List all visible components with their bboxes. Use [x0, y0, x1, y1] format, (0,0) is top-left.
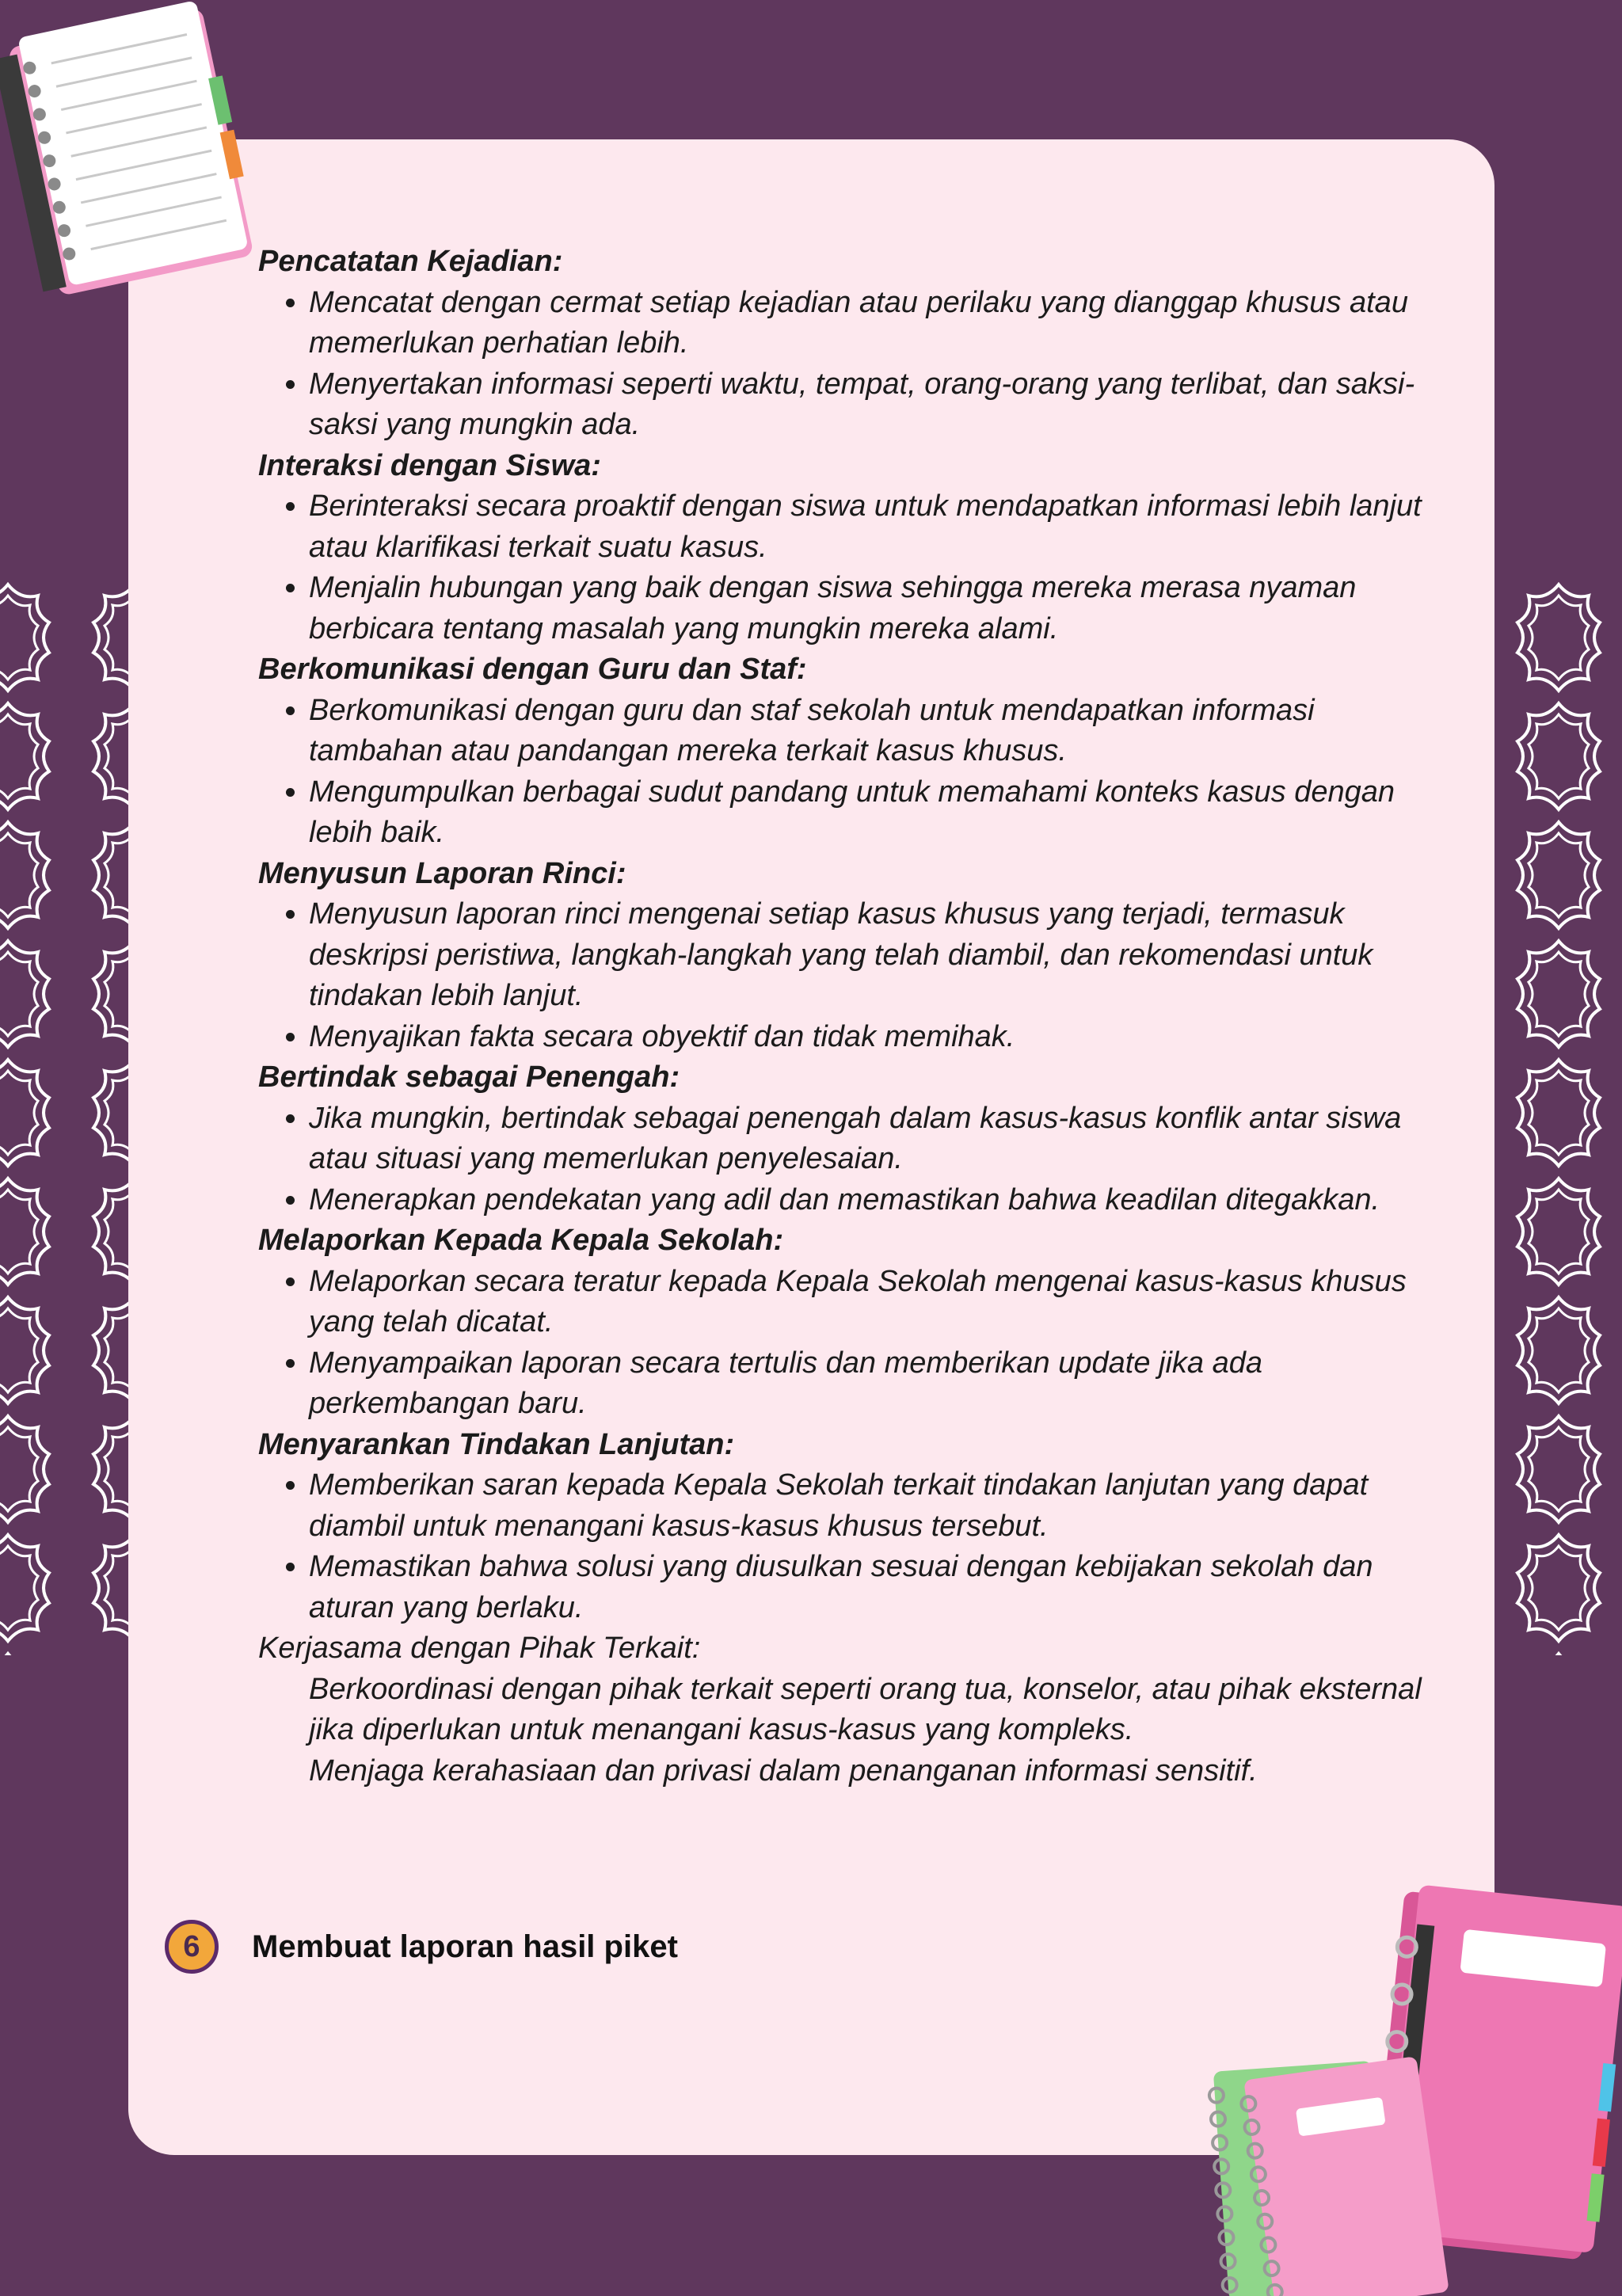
section-heading: Menyarankan Tindakan Lanjutan:	[258, 1427, 735, 1461]
content-body	[258, 242, 1446, 1791]
list-item: • Menyertakan informasi seperti waktu, tempat, orang-orang yang terlibat, dan saksi-saksi yang mungkin ada.	[309, 364, 1446, 446]
section-list	[258, 1465, 1446, 1628]
list-item: • Menyusun laporan rinci mengenai setiap kasus khusus yang terjadi, termasuk deskripsi peristiwa, langkah-langkah yang telah diambil, dan rekomendasi untuk tindakan lebih lanjut.	[309, 894, 1446, 1017]
lace-pattern-left	[0, 578, 135, 1655]
list-item: • Menyampaikan laporan secara tertulis dan memberikan update jika ada perkembangan baru.	[309, 1343, 1446, 1425]
list-item: • Menyajikan fakta secara obyektif dan tidak memihak.	[309, 1017, 1446, 1058]
section-heading: Berkomunikasi dengan Guru dan Staf:	[258, 653, 807, 686]
section-list	[258, 283, 1446, 446]
notebook-stack-icon	[1188, 1885, 1622, 2296]
section-heading: Pencatatan Kejadian:	[258, 245, 563, 278]
step-label: Membuat laporan hasil piket	[252, 1929, 678, 1964]
section-heading: Interaksi dengan Siswa:	[258, 448, 601, 482]
list-item: • Menerapkan pendekatan yang adil dan memastikan bahwa keadilan ditegakkan.	[309, 1180, 1446, 1221]
list-item: • Menjalin hubungan yang baik dengan siswa sehingga mereka merasa nyaman berbicara tentang masalah yang mungkin mereka alami.	[309, 568, 1446, 649]
list-item: • Berinteraksi secara proaktif dengan siswa untuk mendapatkan informasi lebih lanjut atau klarifikasi terkait suatu kasus.	[309, 486, 1446, 568]
lace-pattern-right	[1495, 578, 1622, 1655]
list-item: Berkoordinasi dengan pihak terkait seperti orang tua, konselor, atau pihak eksternal jika diperlukan untuk menangani kasus-kasus yang kompleks.	[309, 1672, 1422, 1746]
list-item: • Berkomunikasi dengan guru dan staf sekolah untuk mendapatkan informasi tambahan atau pandangan mereka terkait kasus khusus.	[309, 691, 1446, 772]
list-item: • Jika mungkin, bertindak sebagai penengah dalam kasus-kasus konflik antar siswa atau situasi yang memerlukan penyelesaian.	[309, 1099, 1446, 1180]
section-heading: Kerjasama dengan Pihak Terkait:	[258, 1632, 701, 1665]
list-item: • Mencatat dengan cermat setiap kejadian atau perilaku yang dianggap khusus atau memerlukan perhatian lebih.	[309, 283, 1446, 364]
list-item: • Mengumpulkan berbagai sudut pandang untuk memahami konteks kasus dengan lebih baik.	[309, 772, 1446, 854]
section-list	[258, 894, 1446, 1057]
section-heading: Bertindak sebagai Penengah:	[258, 1060, 680, 1094]
list-item: Menjaga kerahasiaan dan privasi dalam penanganan informasi sensitif.	[309, 1753, 1258, 1788]
section-list	[258, 486, 1446, 649]
section-list	[258, 1099, 1446, 1221]
section-list	[258, 691, 1446, 854]
section-list	[258, 1670, 1446, 1792]
section-heading: Menyusun Laporan Rinci:	[258, 856, 626, 890]
list-item: • Memastikan bahwa solusi yang diusulkan sesuai dengan kebijakan sekolah dan aturan yang berlaku.	[309, 1547, 1446, 1628]
section-heading: Melaporkan Kepada Kepala Sekolah:	[258, 1224, 784, 1257]
list-item: • Memberikan saran kepada Kepala Sekolah terkait tindakan lanjutan yang dapat diambil untuk menangani kasus-kasus khusus tersebut.	[309, 1465, 1446, 1547]
step-item	[165, 1917, 678, 1977]
section-list	[258, 1262, 1446, 1425]
list-item: • Melaporkan secara teratur kepada Kepala Sekolah mengenai kasus-kasus khusus yang telah dicatat.	[309, 1262, 1446, 1343]
step-number-badge: 6	[165, 1920, 219, 1974]
spiral-notebook-icon	[0, 0, 273, 297]
